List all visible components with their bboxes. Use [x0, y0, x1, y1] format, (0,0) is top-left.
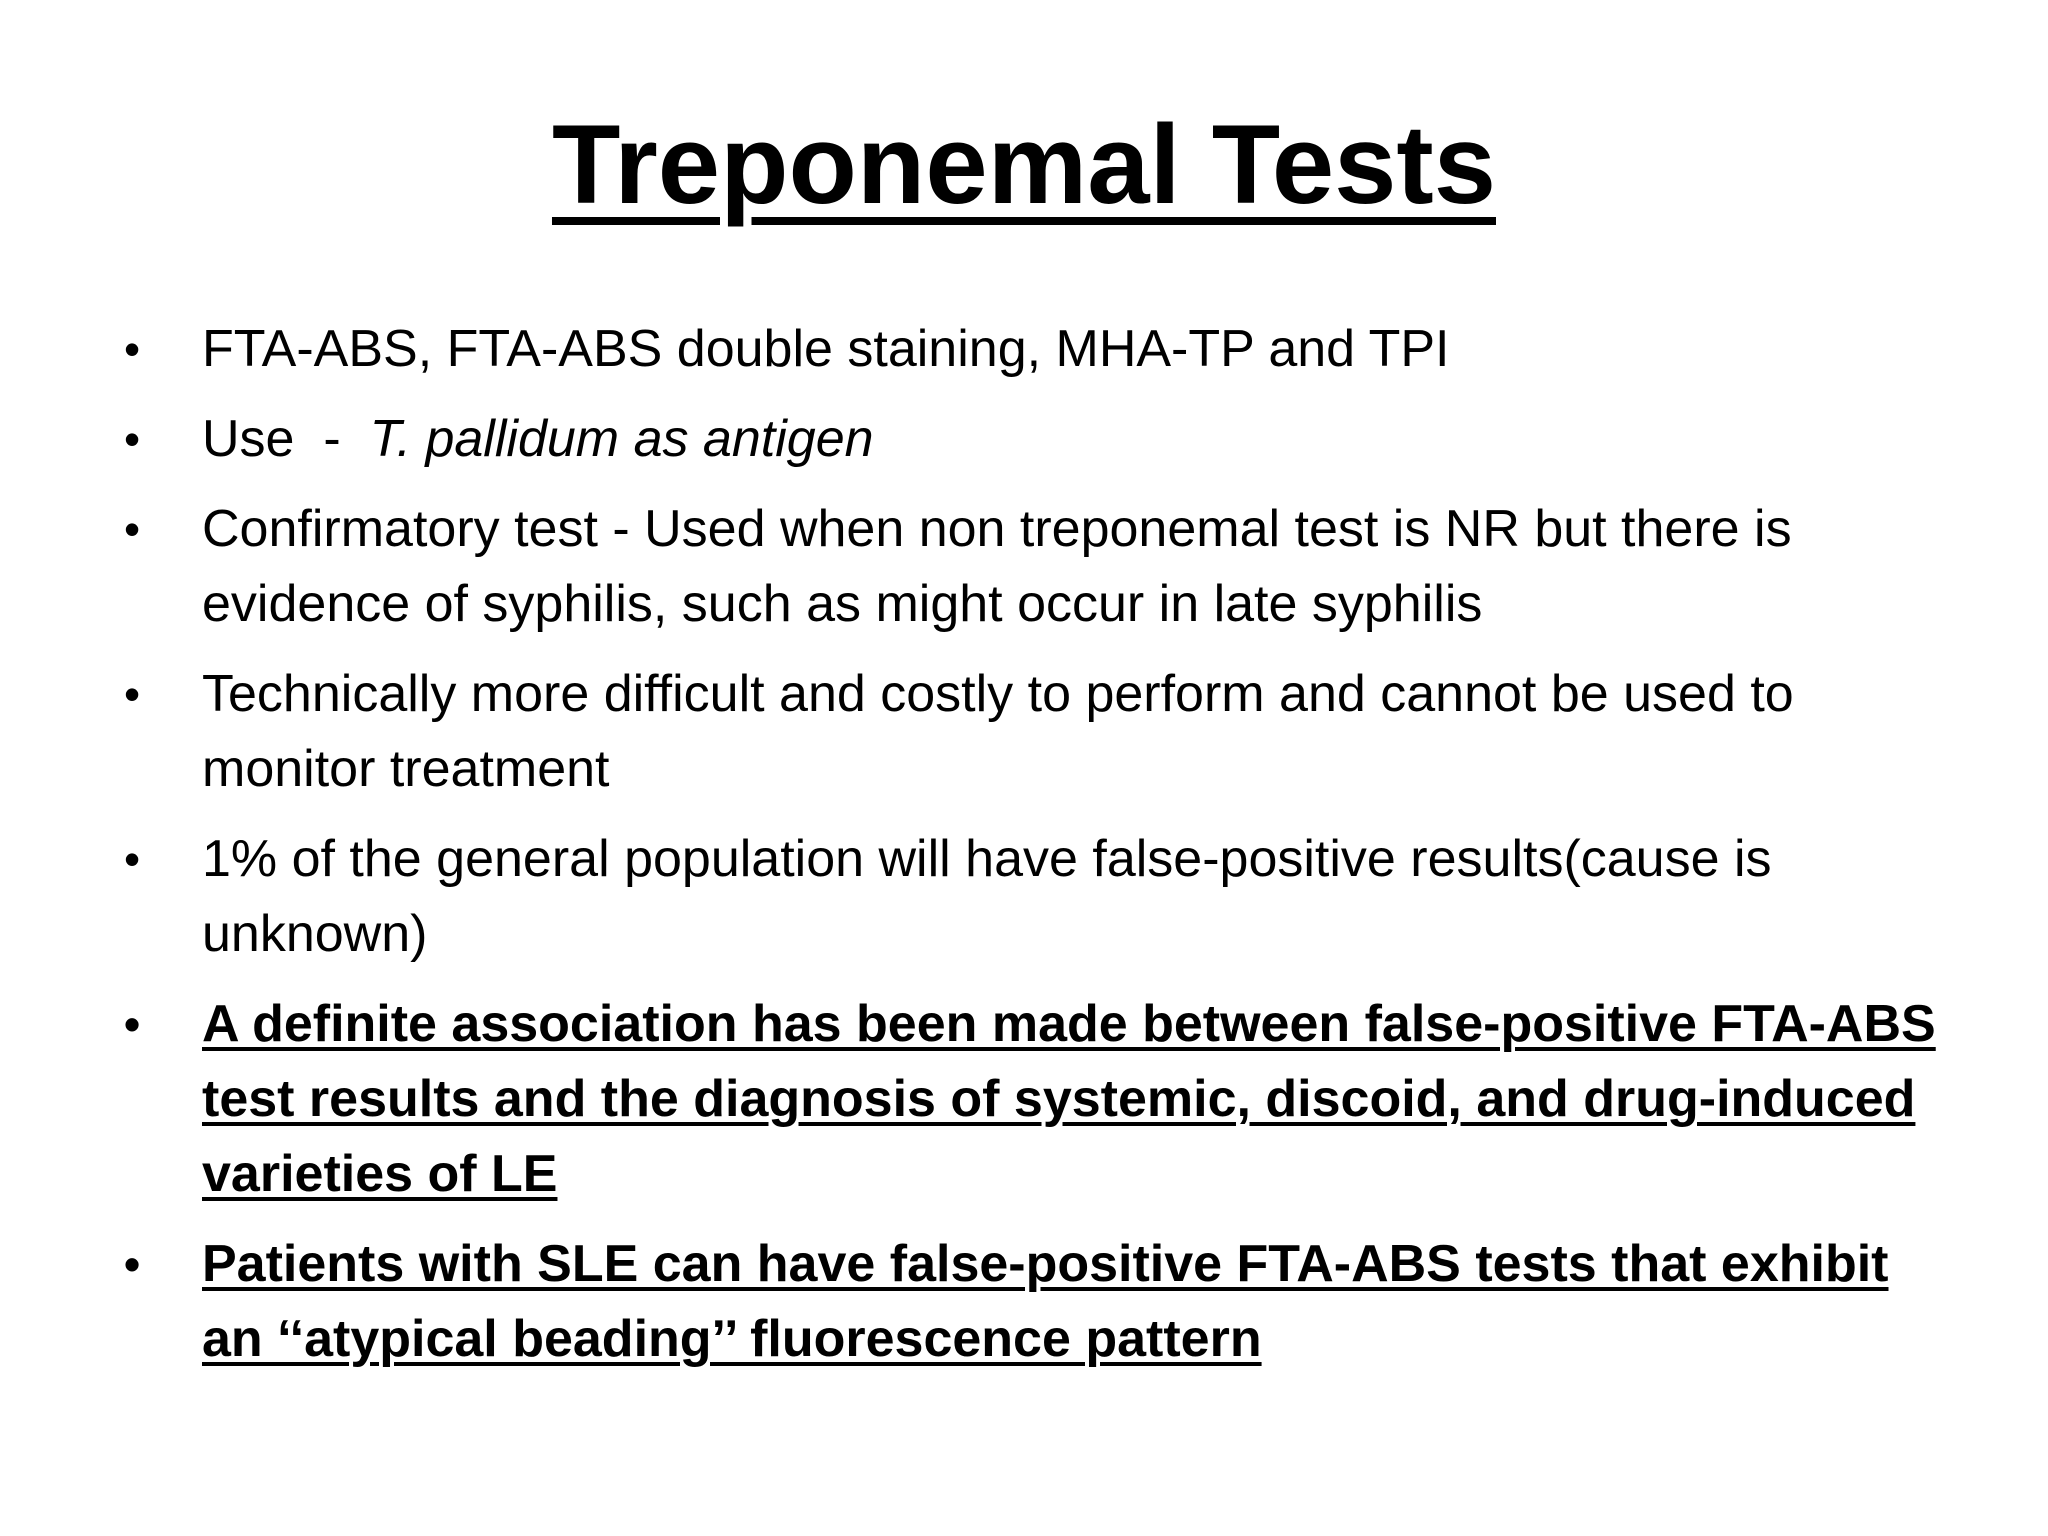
- bullet-text: Technically more difficult and costly to perform and cannot be used to monitor treatment: [202, 665, 1794, 798]
- bullet-dot: •: [124, 833, 141, 885]
- bullet-text-prefix: Use -: [202, 410, 370, 468]
- bullet-text: A definite association has been made between false-positive FTA-ABS test results and the diagnosis of systemic, discoid, and drug-induced varieties of LE: [202, 995, 1936, 1203]
- bullet-item: [120, 657, 1960, 807]
- bullet-item-emphasized: [120, 987, 1960, 1212]
- bullet-text: 1% of the general population will have false-positive results(cause is unknown): [202, 830, 1772, 963]
- bullet-item: [120, 492, 1960, 642]
- bullet-dot: •: [124, 668, 141, 720]
- bullet-item-emphasized: [120, 1227, 1960, 1377]
- bullet-text: FTA-ABS, FTA-ABS double staining, MHA-TP and TPI: [202, 320, 1450, 378]
- bullet-dot: •: [124, 1238, 141, 1290]
- bullet-item: [120, 312, 1960, 387]
- bullet-dot: •: [124, 998, 141, 1050]
- bullet-text-italic: T. pallidum as antigen: [369, 410, 874, 468]
- slide-title: Treponemal Tests: [551, 102, 1496, 227]
- bullet-text: Patients with SLE can have false-positive FTA-ABS tests that exhibit an ‘‘atypical beading’’ fluorescence pattern: [202, 1235, 1889, 1368]
- bullet-dot: •: [124, 413, 141, 465]
- bullet-item: [120, 822, 1960, 972]
- bullet-text: Confirmatory test - Used when non treponemal test is NR but there is evidence of syphilis, such as might occur in late syphilis: [202, 500, 1792, 633]
- bullet-dot: •: [124, 503, 141, 555]
- bullet-list: [120, 312, 1960, 1392]
- bullet-dot: •: [124, 323, 141, 375]
- bullet-item: [120, 402, 1960, 477]
